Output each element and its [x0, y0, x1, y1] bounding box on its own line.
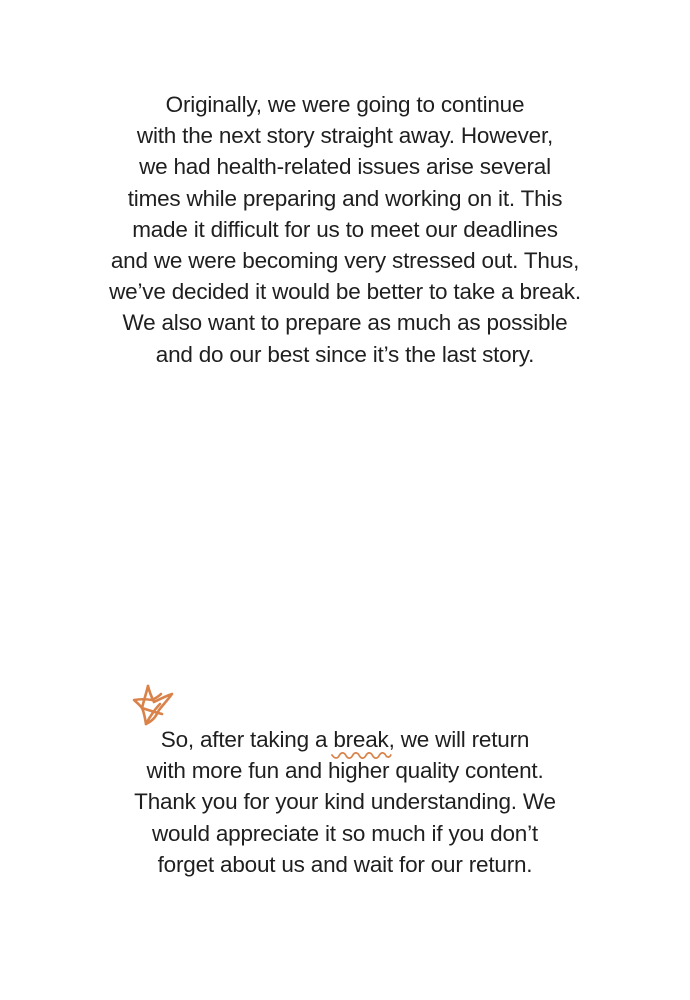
bottom-paragraph: [0, 724, 690, 880]
wavy-underline-icon: [331, 752, 392, 760]
text-line: times while preparing and working on it. This: [127, 185, 563, 211]
text-segment: So, after taking a: [160, 727, 334, 752]
text-line: Thank you for your kind understanding. We: [134, 789, 556, 815]
top-paragraph: [0, 89, 690, 370]
emphasized-word-text: break: [333, 727, 389, 752]
text-line: made it difficult for us to meet our deadlines: [132, 216, 558, 242]
text-line: and do our best since it’s the last story.: [155, 341, 535, 367]
text-line: with the next story straight away. However,: [136, 123, 554, 149]
text-line: We also want to prepare as much as possible: [122, 310, 568, 336]
hand-drawn-star-icon: [132, 684, 178, 728]
text-line: would appreciate it so much if you don’t: [152, 820, 538, 846]
text-line: with more fun and higher quality content.: [146, 758, 544, 784]
text-segment: , we will return: [388, 727, 530, 752]
text-line: we’ve decided it would be better to take a break.: [109, 279, 581, 305]
emphasized-word: [333, 724, 388, 755]
text-line: [0, 724, 690, 755]
text-line: forget about us and wait for our return.: [157, 851, 533, 877]
text-line: Originally, we were going to continue: [165, 92, 525, 117]
text-line: we had health-related issues arise several: [139, 154, 551, 180]
text-line: and we were becoming very stressed out. Thus,: [110, 248, 580, 274]
